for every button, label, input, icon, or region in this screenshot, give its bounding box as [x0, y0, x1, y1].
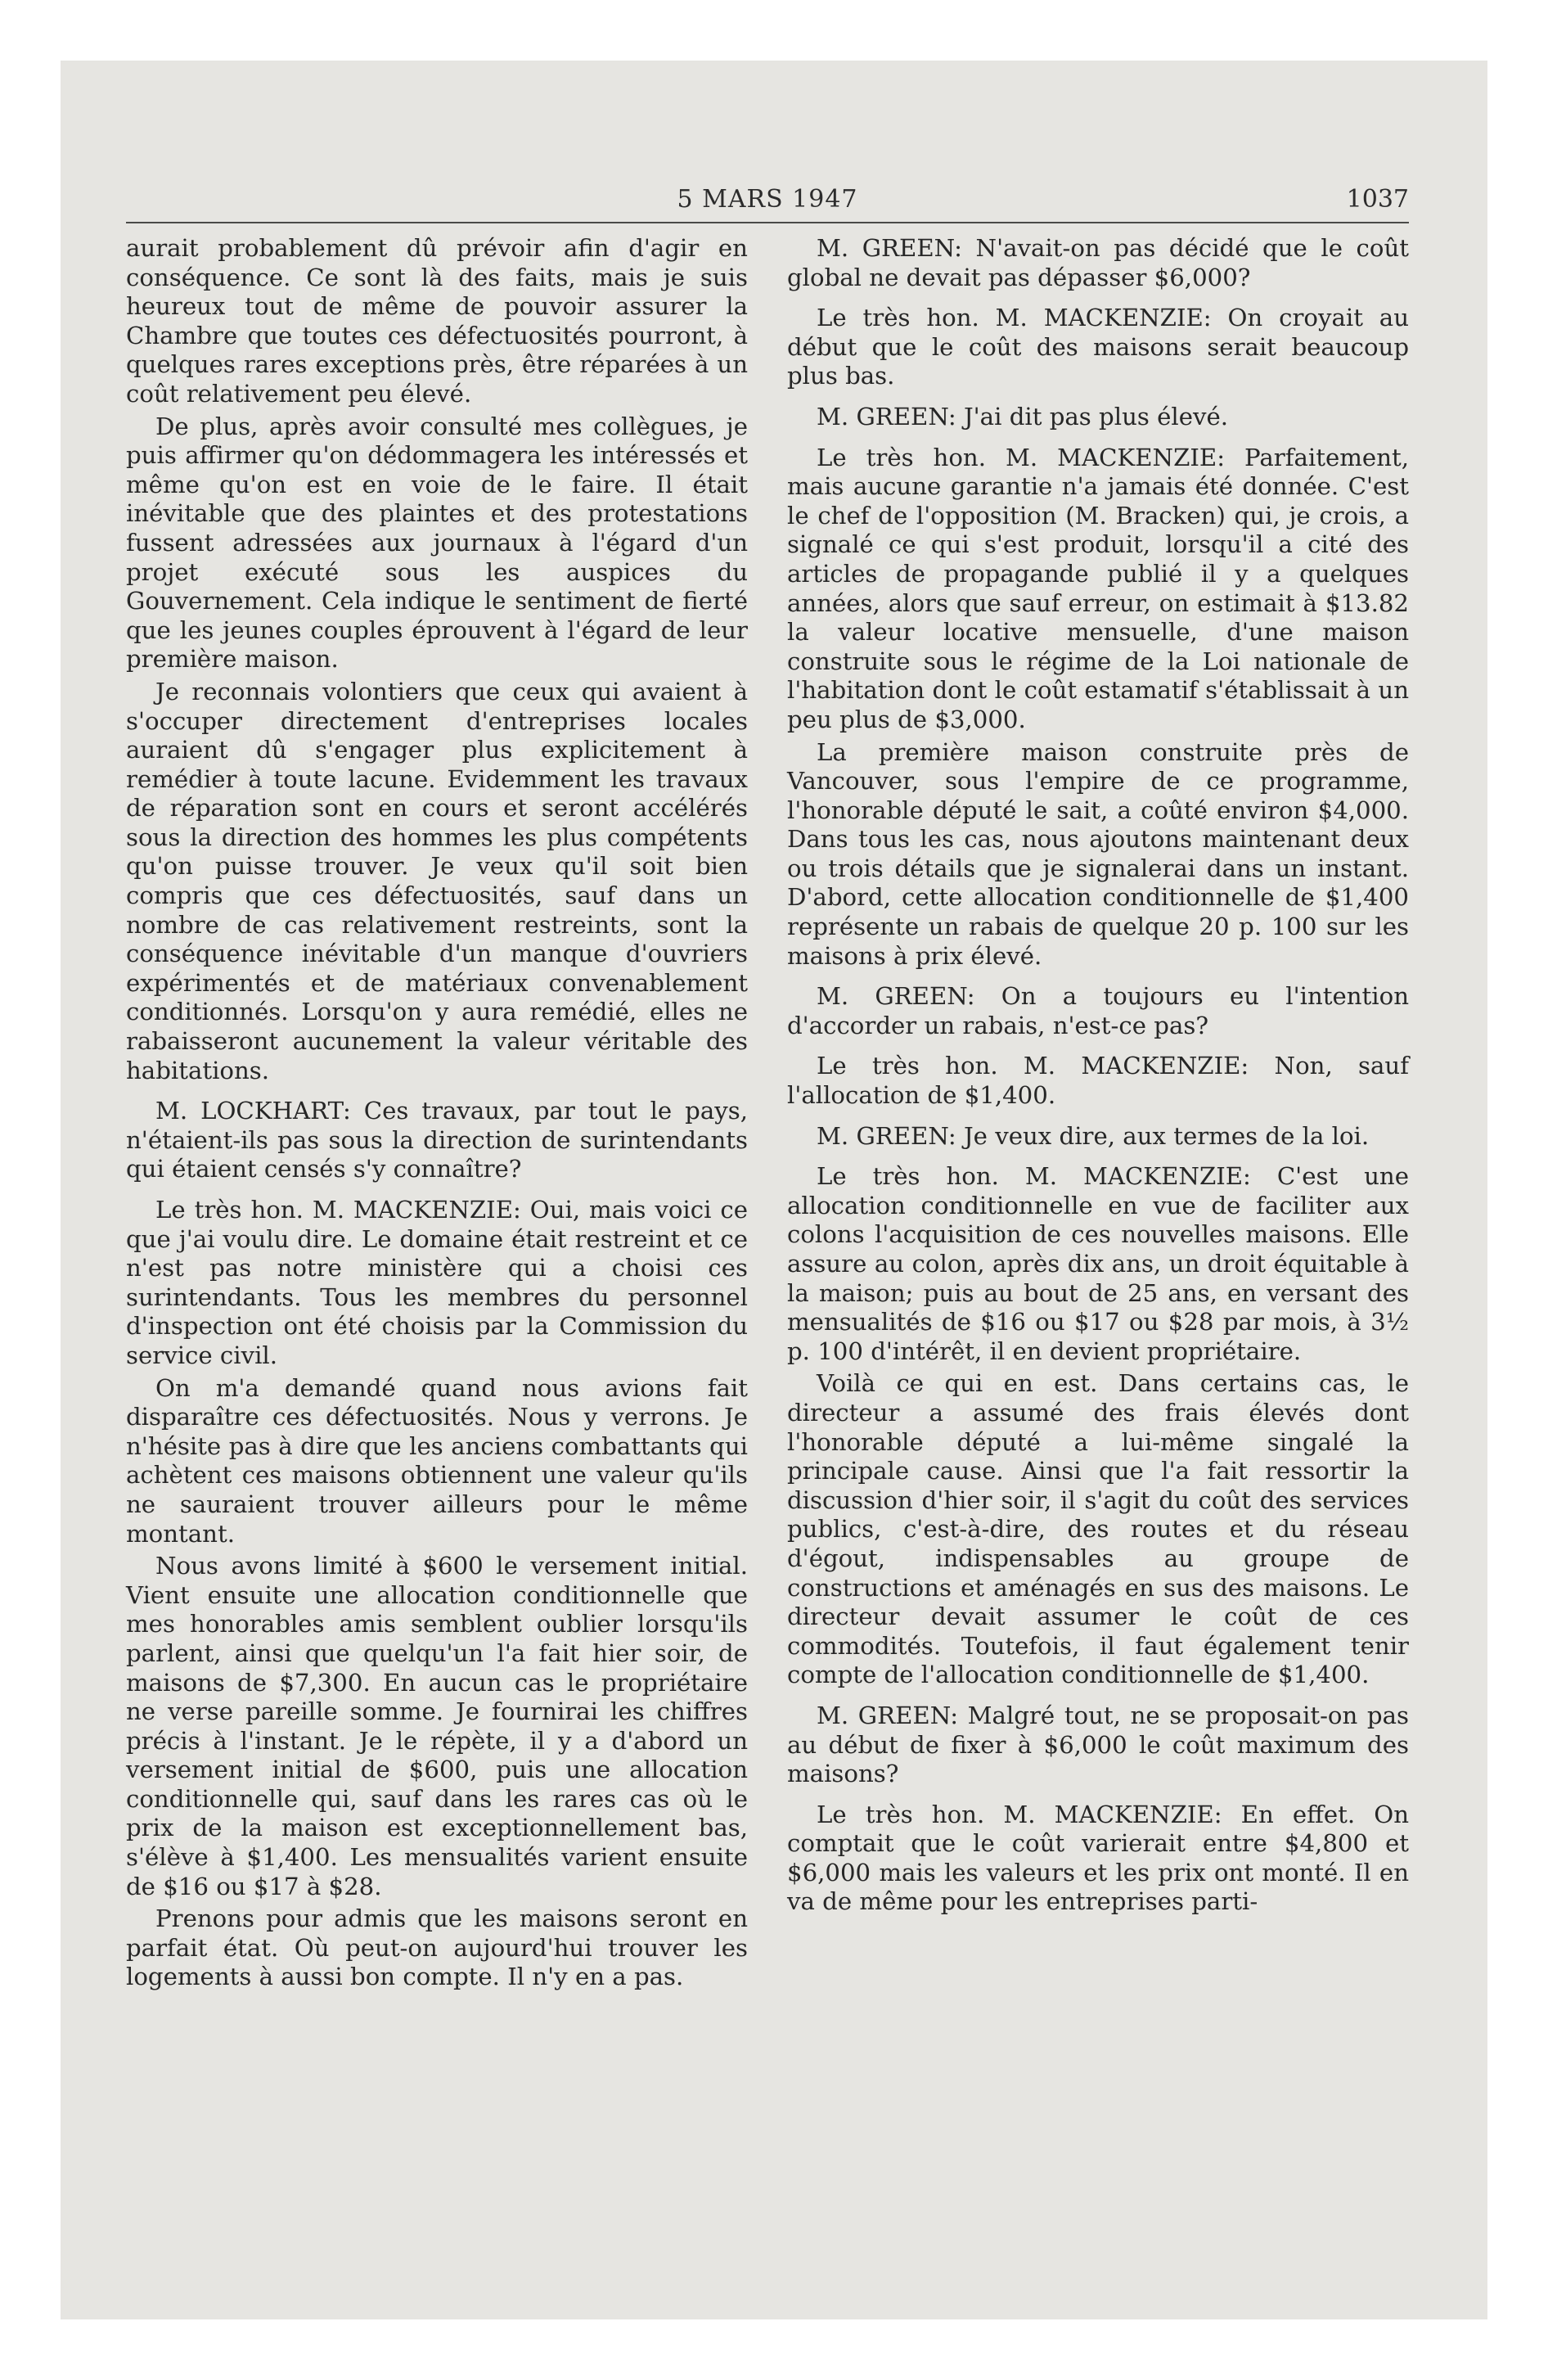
header-rule [126, 222, 1409, 223]
paragraph: Prenons pour admis que les maisons seront en parfait état. Où peut-on aujourd'hui trouver les logements à aussi bon compte. Il n'y en a pas. [126, 1904, 748, 1991]
paragraph: M. GREEN: N'avait-on pas décidé que le coût global ne devait pas dépasser $6,000? [787, 234, 1409, 291]
page-header [126, 185, 1409, 218]
paragraph: Voilà ce qui en est. Dans certains cas, le directeur a assumé des frais élevés dont l'honorable député a lui-même singalé la principale cause. Ainsi que l'a fait ressortir la discussion d'hier soir, il s'agit du coût des services publics, c'est-à-dire, des routes et du réseau d'égout, indispensables au groupe de constructions et aménagés en sus des maisons. Le directeur devait assumer le coût de ces commodités. Toutefois, il faut également tenir compte de l'allocation conditionnelle de $1,400. [787, 1369, 1409, 1689]
paragraph: Le très hon. M. MACKENZIE: En effet. On comptait que le coût varierait entre $4,800 et $6,000 mais les valeurs et les prix ont monté. Il en va de même pour les entreprises parti- [787, 1800, 1409, 1916]
paragraph: Le très hon. M. MACKENZIE: Parfaitement, mais aucune garantie n'a jamais été donnée. C'est le chef de l'opposition (M. Bracken) qui, je crois, a signalé ce qui s'est produit, lorsqu'il a cité des articles de propagande publié il y a quelques années, alors que sauf erreur, on estimait à $13.82 la valeur locative mensuelle, d'une maison construite sous le régime de la Loi nationale de l'habitation dont le coût estamatif s'établissait à un peu plus de $3,000. [787, 443, 1409, 733]
paragraph: M. GREEN: Je veux dire, aux termes de la loi. [817, 1121, 1370, 1150]
paragraph: M. GREEN: Malgré tout, ne se proposait-on pas au début de fixer à $6,000 le coût maximum des maisons? [787, 1701, 1409, 1788]
paragraph: aurait probablement dû prévoir afin d'agir en conséquence. Ce sont là des faits, mais je suis heureux tout de même de pouvoir assurer la Chambre que toutes ces défectuosités pourront, à quelques rares exceptions près, être réparées à un coût relativement peu élevé. [126, 234, 748, 408]
left-column [126, 234, 748, 1995]
paragraph: Nous avons limité à $600 le versement initial. Vient ensuite une allocation conditionnelle que mes honorables amis semblent oublier lorsqu'ils parlent, ainsi que quelqu'un l'a fait hier soir, de maisons de $7,300. En aucun cas le propriétaire ne verse pareille somme. Je fournirai les chiffres précis à l'instant. Je le répète, il y a d'abord un versement initial de $600, puis une allocation conditionnelle qui, sauf dans les rares cas où le prix de la maison est exceptionnellement bas, s'élève à $1,400. Les mensualités varient ensuite de $16 ou $17 à $28. [126, 1552, 748, 1900]
paragraph: On m'a demandé quand nous avions fait disparaître ces défectuosités. Nous y verrons. Je n'hésite pas à dire que les anciens combattants qui achètent ces maisons obtiennent une valeur qu'ils ne sauraient trouver ailleurs pour le même montant. [126, 1373, 748, 1548]
page-number: 1037 [1346, 185, 1409, 214]
paragraph: M. GREEN: J'ai dit pas plus élevé. [817, 402, 1229, 430]
paragraph: De plus, après avoir consulté mes collègues, je puis affirmer qu'on dédommagera les intéressés et même qu'on est en voie de le faire. Il était inévitable que des plaintes et des protestations fussent adressées aux journaux à l'égard d'un projet exécuté sous les auspices du Gouvernement. Cela indique le sentiment de fierté que les jeunes couples éprouvent à l'égard de leur première maison. [126, 412, 748, 674]
header-date: 5 MARS 1947 [677, 185, 858, 214]
right-column [787, 234, 1409, 1920]
paragraph: Le très hon. M. MACKENZIE: Oui, mais voici ce que j'ai voulu dire. Le domaine était restreint et ce n'est pas notre ministère qui a choisi ces surintendants. Tous les membres du personnel d'inspection ont été choisis par la Commission du service civil. [126, 1196, 748, 1369]
paragraph: M. LOCKHART: Ces travaux, par tout le pays, n'étaient-ils pas sous la direction de surintendants qui étaient censés s'y connaître? [126, 1097, 748, 1183]
paragraph: La première maison construite près de Vancouver, sous l'empire de ce programme, l'honorable député le sait, a coûté environ $4,000. Dans tous les cas, nous ajoutons maintenant deux ou trois détails que je signalerai dans un instant. D'abord, cette allocation conditionnelle de $1,400 représente un rabais de quelque 20 p. 100 sur les maisons à prix élevé. [787, 737, 1409, 970]
paragraph: M. GREEN: On a toujours eu l'intention d'accorder un rabais, n'est-ce pas? [787, 982, 1409, 1039]
paragraph: Le très hon. M. MACKENZIE: C'est une allocation conditionnelle en vue de faciliter aux colons l'acquisition de ces nouvelles maisons. Elle assure au colon, après dix ans, un droit équitable à la maison; puis au bout de 25 ans, en versant des mensualités de $16 ou $17 ou $28 par mois, à 3½ p. 100 d'intérêt, il en devient propriétaire. [787, 1162, 1409, 1365]
paragraph: Le très hon. M. MACKENZIE: Non, sauf l'allocation de $1,400. [787, 1052, 1409, 1110]
paragraph: Le très hon. M. MACKENZIE: On croyait au début que le coût des maisons serait beaucoup plus bas. [787, 304, 1409, 390]
paragraph: Je reconnais volontiers que ceux qui avaient à s'occuper directement d'entreprises locales auraient dû s'engager plus explicitement à remédier à toute lacune. Evidemment les travaux de réparation sont en cours et seront accélérés sous la direction des hommes les plus compétents qu'on puisse trouver. Je veux qu'il soit bien compris que ces défectuosités, sauf dans un nombre de cas relativement restreints, sont la conséquence inévitable d'un manque d'ouvriers expérimentés et de matériaux convenablement conditionnés. Lorsqu'on y aura remédié, elles ne rabaisseront aucunement la valeur véritable des habitations. [126, 677, 748, 1084]
